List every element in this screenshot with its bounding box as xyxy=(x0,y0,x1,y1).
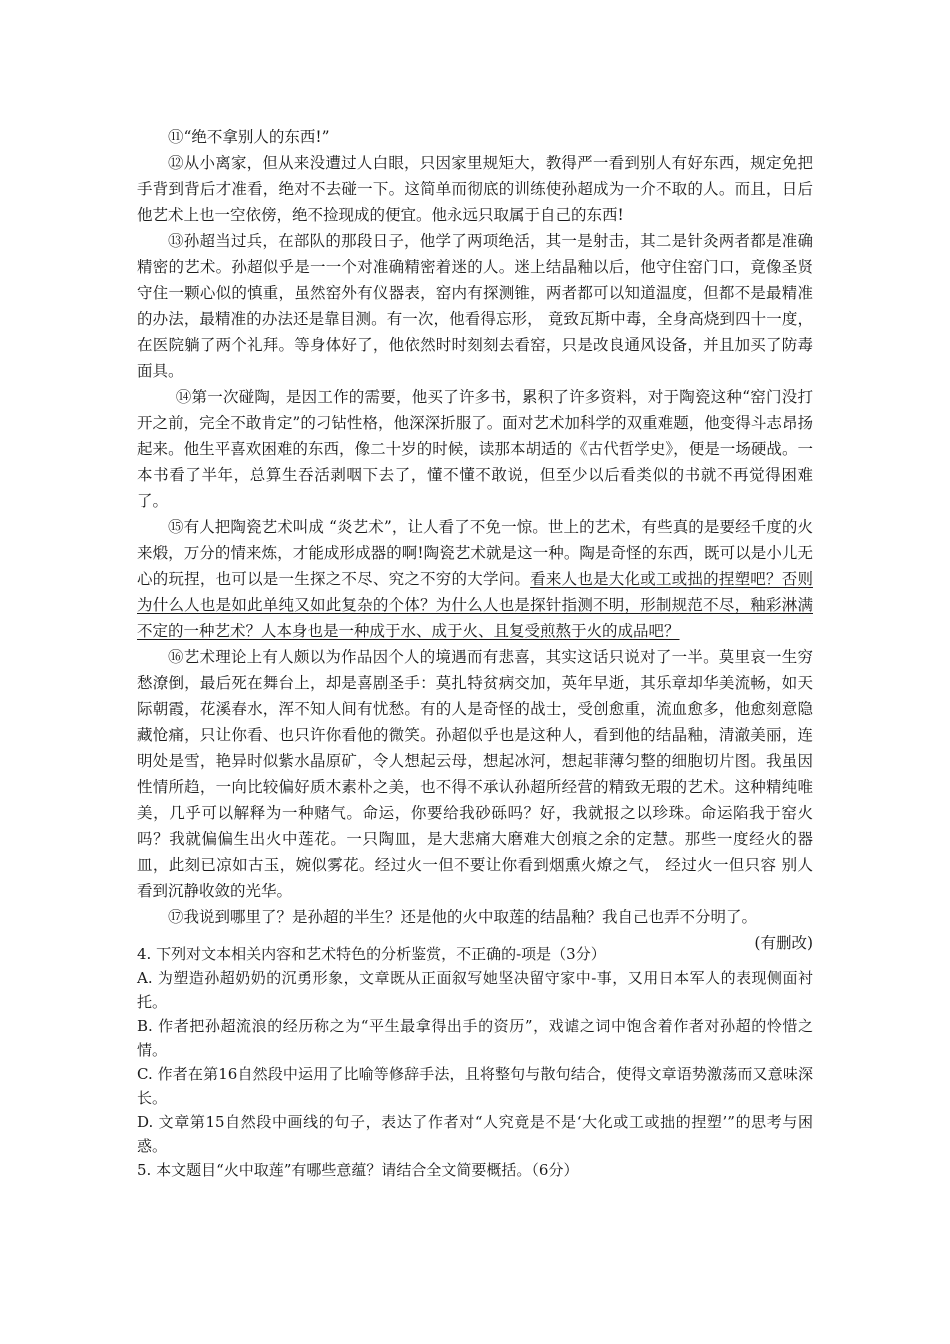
option-b: B. 作者把孙超流浪的经历称之为“平生最拿得出手的资历”，戏谑之词中饱含着作者对孙超的怜惜之情。 xyxy=(137,1017,813,1059)
article-body xyxy=(137,124,813,956)
option-a: A. 为塑造孙超奶奶的沉勇形象，文章既从正面叙写她坚决留守家中-事，又用日本军人的表现侧面衬托。 xyxy=(137,969,813,1011)
paragraph-11: ⑪“绝不拿别人的东西!” xyxy=(168,128,330,146)
question-5: 5. 本文题目“火中取莲”有哪些意蕴？请结合全文简要概括。（6分） xyxy=(137,1161,579,1179)
paragraph-17: ⑰我说到哪里了？是孙超的半生？还是他的火中取莲的结晶釉？我自己也弄不分明了。 xyxy=(168,908,758,926)
question-section xyxy=(137,942,813,1182)
paragraph-14: ⑭第一次碰陶，是因工作的需要，他买了许多书，累积了许多资料，对于陶瓷这种“窑门没打开之前，完全不敢肯定”的刁钻性格，他深深折服了。面对艺术加科学的双重难题，他变得斗志昂扬起来。他生平喜欢困难的东西，像二十岁的时候，读那本胡适的《古代哲学史》，便是一场硬战。一本书看了半年，总算生吞活剥咽下去了，懂不懂不敢说，但至少以后看类似的书就不再觉得困难了。 xyxy=(137,388,813,510)
paragraph-12: ⑫从小离家，但从来没遭过人白眼，只因家里规矩大，教得严一看到别人有好东西，规定免把手背到背后才准看，绝对不去碰一下。这简单而彻底的训练使孙超成为一介不取的人。而且，日后他艺术上也一空依傍，绝不捡现成的便宜。他永远只取属于自己的东西! xyxy=(137,154,813,224)
question-4: 4. 下列对文本相关内容和艺术特色的分析鉴赏，不正确的-项是（3分） xyxy=(137,945,606,963)
paragraph-15-text: ⑮有人把陶瓷艺术叫成 “炎艺术”，让人看了不免一惊。世上的艺术，有些真的是要经千度的火来煅，万分的情来炼，才能成形成器的啊!陶瓷艺术就是这一种。陶是奇怪的东西，既可以是小儿无心的玩捏，也可以是一生探之不尽、究之不穷的大学问。 xyxy=(137,518,813,588)
option-c: C. 作者在第16自然段中运用了比喻等修辞手法，且将整句与散句结合，使得文章语势激荡而又意味深长。 xyxy=(137,1065,813,1107)
paragraph-15 xyxy=(137,514,813,644)
underlined-sentence: 看来人也是大化或工或拙的捏塑吧？否则为什么人也是如此单纯又如此复杂的个体？为什么人也是探针指测不明，形制规范不尽，釉彩淋满不定的一种艺术？人本身也是一种成于水、成于火、且复受煎熬于火的成品吧？ xyxy=(137,570,813,640)
option-d: D. 文章第15自然段中画线的句子，表达了作者对“人究竟是不是‘大化或工或拙的捏塑’”的思考与困惑。 xyxy=(137,1113,813,1155)
edit-note: (有删改) xyxy=(754,934,813,952)
paragraph-13: ⑬孙超当过兵，在部队的那段日子，他学了两项绝活，其一是射击，其二是针灸两者都是准确精密的艺术。孙超似乎是一一个对准确精密着迷的人。迷上结晶釉以后，他守住窑门口，竟像圣贤守住一颗心似的慎重，虽然窑外有仪器表，窑内有探测锥，两者都可以知道温度，但都不是最精准的办法，最精准的办法还是靠目测。有一次，他看得忘形， 竟致瓦斯中毒，全身高烧到四十一度，在医院躺了两个礼拜。等身体好了，他依然时时刻刻去看窑，只是改良通风设备，并且加买了防毒面具。 xyxy=(137,232,813,380)
paragraph-16: ⑯艺术理论上有人颇以为作品因个人的境遇而有悲喜，其实这话只说对了一半。莫里哀一生穷愁潦倒，最后死在舞台上，却是喜剧圣手：莫扎特贫病交加，英年早逝，其乐章却华美流畅，如天际朝霞，花溪春水，浑不知人间有忧愁。有的人是奇怪的战士，受创愈重，流血愈多，他愈刻意隐藏怆痛，只让你看、也只许你看他的微笑。孙超似乎也是这种人，看到他的结晶釉，清澈美丽，连明处是雪，艳异时似紫水晶原矿，令人想起云母，想起冰河，想起菲薄匀整的细胞切片图。我虽因性情所趋，一向比较偏好质木素朴之美，也不得不承认孙超所经营的精致无瑕的艺术。这种精纯唯美，几乎可以解释为一种赌气。命运，你要给我砂砾吗？好，我就报之以珍珠。命运陷我于窑火吗？我就偏偏生出火中莲花。一只陶皿，是大悲痛大磨难大创痕之余的定慧。那些一度经火的器皿，此刻已凉如古玉，婉似雾花。经过火一但不要让你看到烟熏火燎之气， 经过火一但只容 别人看到沉静收敛的光华。 xyxy=(137,648,813,900)
